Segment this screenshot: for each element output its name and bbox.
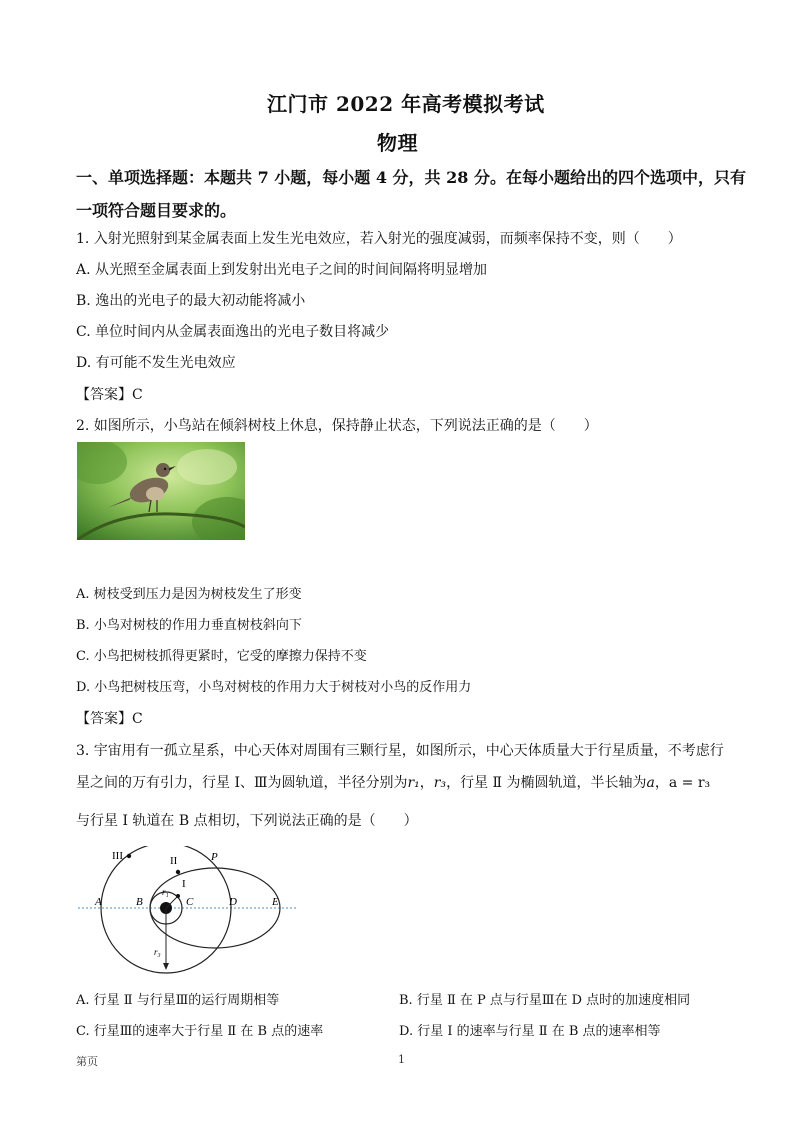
label-e: E: [272, 896, 279, 908]
planet-iii-dot: [127, 854, 131, 858]
q2-option-d: D. 小鸟把树枝压弯，小鸟对树枝的作用力大于树枝对小鸟的反作用力: [76, 680, 472, 695]
page-number: 1: [398, 1053, 405, 1066]
planet-ii-dot: [176, 870, 180, 874]
q3-stem-line3: 与行星 Ⅰ 轨道在 B 点相切，下列说法正确的是（ ）: [76, 813, 418, 829]
subject-title: 物理: [377, 131, 418, 155]
label-a: A: [95, 896, 102, 908]
section-heading-line1: 一、单项选择题：本题共 7 小题，每小题 4 分，共 28 分。在每小题给出的四个选项中，只有: [76, 168, 746, 187]
label-b: B: [136, 896, 143, 908]
section-heading-line2: 一项符合题目要求的。: [76, 201, 237, 220]
q3-option-d: D. 行星 Ⅰ 的速率与行星 Ⅱ 在 B 点的速率相等: [399, 1024, 661, 1039]
q1-option-c: C. 单位时间内从金属表面逸出的光电子数目将减少: [76, 324, 390, 340]
label-i: I: [182, 878, 186, 890]
q3-stem-line2: [76, 772, 710, 792]
label-p: P: [211, 851, 218, 863]
q1-answer: 【答案】C: [76, 387, 143, 403]
q2-option-b: B. 小鸟对树枝的作用力垂直树枝斜向下: [76, 618, 302, 633]
label-d: D: [229, 896, 237, 908]
page-title: 江门市 2022 年高考模拟考试: [267, 92, 545, 116]
q3-option-a: A. 行星 Ⅱ 与行星Ⅲ的运行周期相等: [76, 993, 280, 1008]
q2-stem: 2. 如图所示，小鸟站在倾斜树枝上休息，保持静止状态，下列说法正确的是（ ）: [76, 418, 598, 434]
q3-stem-line1: 3. 宇宙用有一孤立星系，中心天体对周围有三颗行星，如图所示，中心天体质量大于行星质量，不考虑行: [76, 743, 724, 759]
bird-on-branch-image: [77, 442, 245, 540]
q3-option-b: B. 行星 Ⅱ 在 P 点与行星Ⅲ在 D 点时的加速度相同: [399, 993, 691, 1008]
q2-option-a: A. 树枝受到压力是因为树枝发生了形变: [76, 587, 302, 602]
q3-option-c: C. 行星Ⅲ的速率大于行星 Ⅱ 在 B 点的速率: [76, 1024, 324, 1039]
r1-arrow: [166, 896, 178, 908]
orbit-diagram: [74, 846, 300, 974]
label-iii: III: [112, 850, 123, 862]
q3-eq: ，a = r₃: [654, 775, 711, 791]
q3-sep: ，: [419, 775, 434, 791]
label-r1: r₁: [162, 887, 169, 897]
q2-answer: 【答案】C: [76, 711, 143, 727]
q3-a: a: [646, 775, 655, 791]
q3-r3: r₃: [433, 775, 447, 791]
label-c: C: [186, 896, 194, 908]
q3-stem-line2-a: 星之间的万有引力，行星 Ⅰ、Ⅲ为圆轨道，半径分别为: [76, 775, 408, 791]
label-ii: II: [170, 855, 178, 867]
q1-option-b: B. 逸出的光电子的最大初动能将减小: [76, 293, 306, 309]
label-r3: r₃: [154, 947, 161, 957]
q1-stem: 1. 入射光照射到某金属表面上发生光电效应，若入射光的强度减弱，而频率保持不变，则（ ）: [76, 231, 682, 247]
q2-option-c: C. 小鸟把树枝抓得更紧时，它受的摩擦力保持不变: [76, 649, 367, 664]
q1-option-a: A. 从光照至金属表面上到发射出光电子之间的时间间隔将明显增加: [76, 262, 488, 278]
q3-stem-line2-b: ，行星 Ⅱ 为椭圆轨道，半长轴为: [446, 775, 647, 791]
q1-option-d: D. 有可能不发生光电效应: [76, 355, 236, 371]
q3-r1: r₁: [407, 775, 420, 791]
footer-left: 第页: [76, 1055, 98, 1068]
planet-i-dot: [176, 894, 180, 898]
